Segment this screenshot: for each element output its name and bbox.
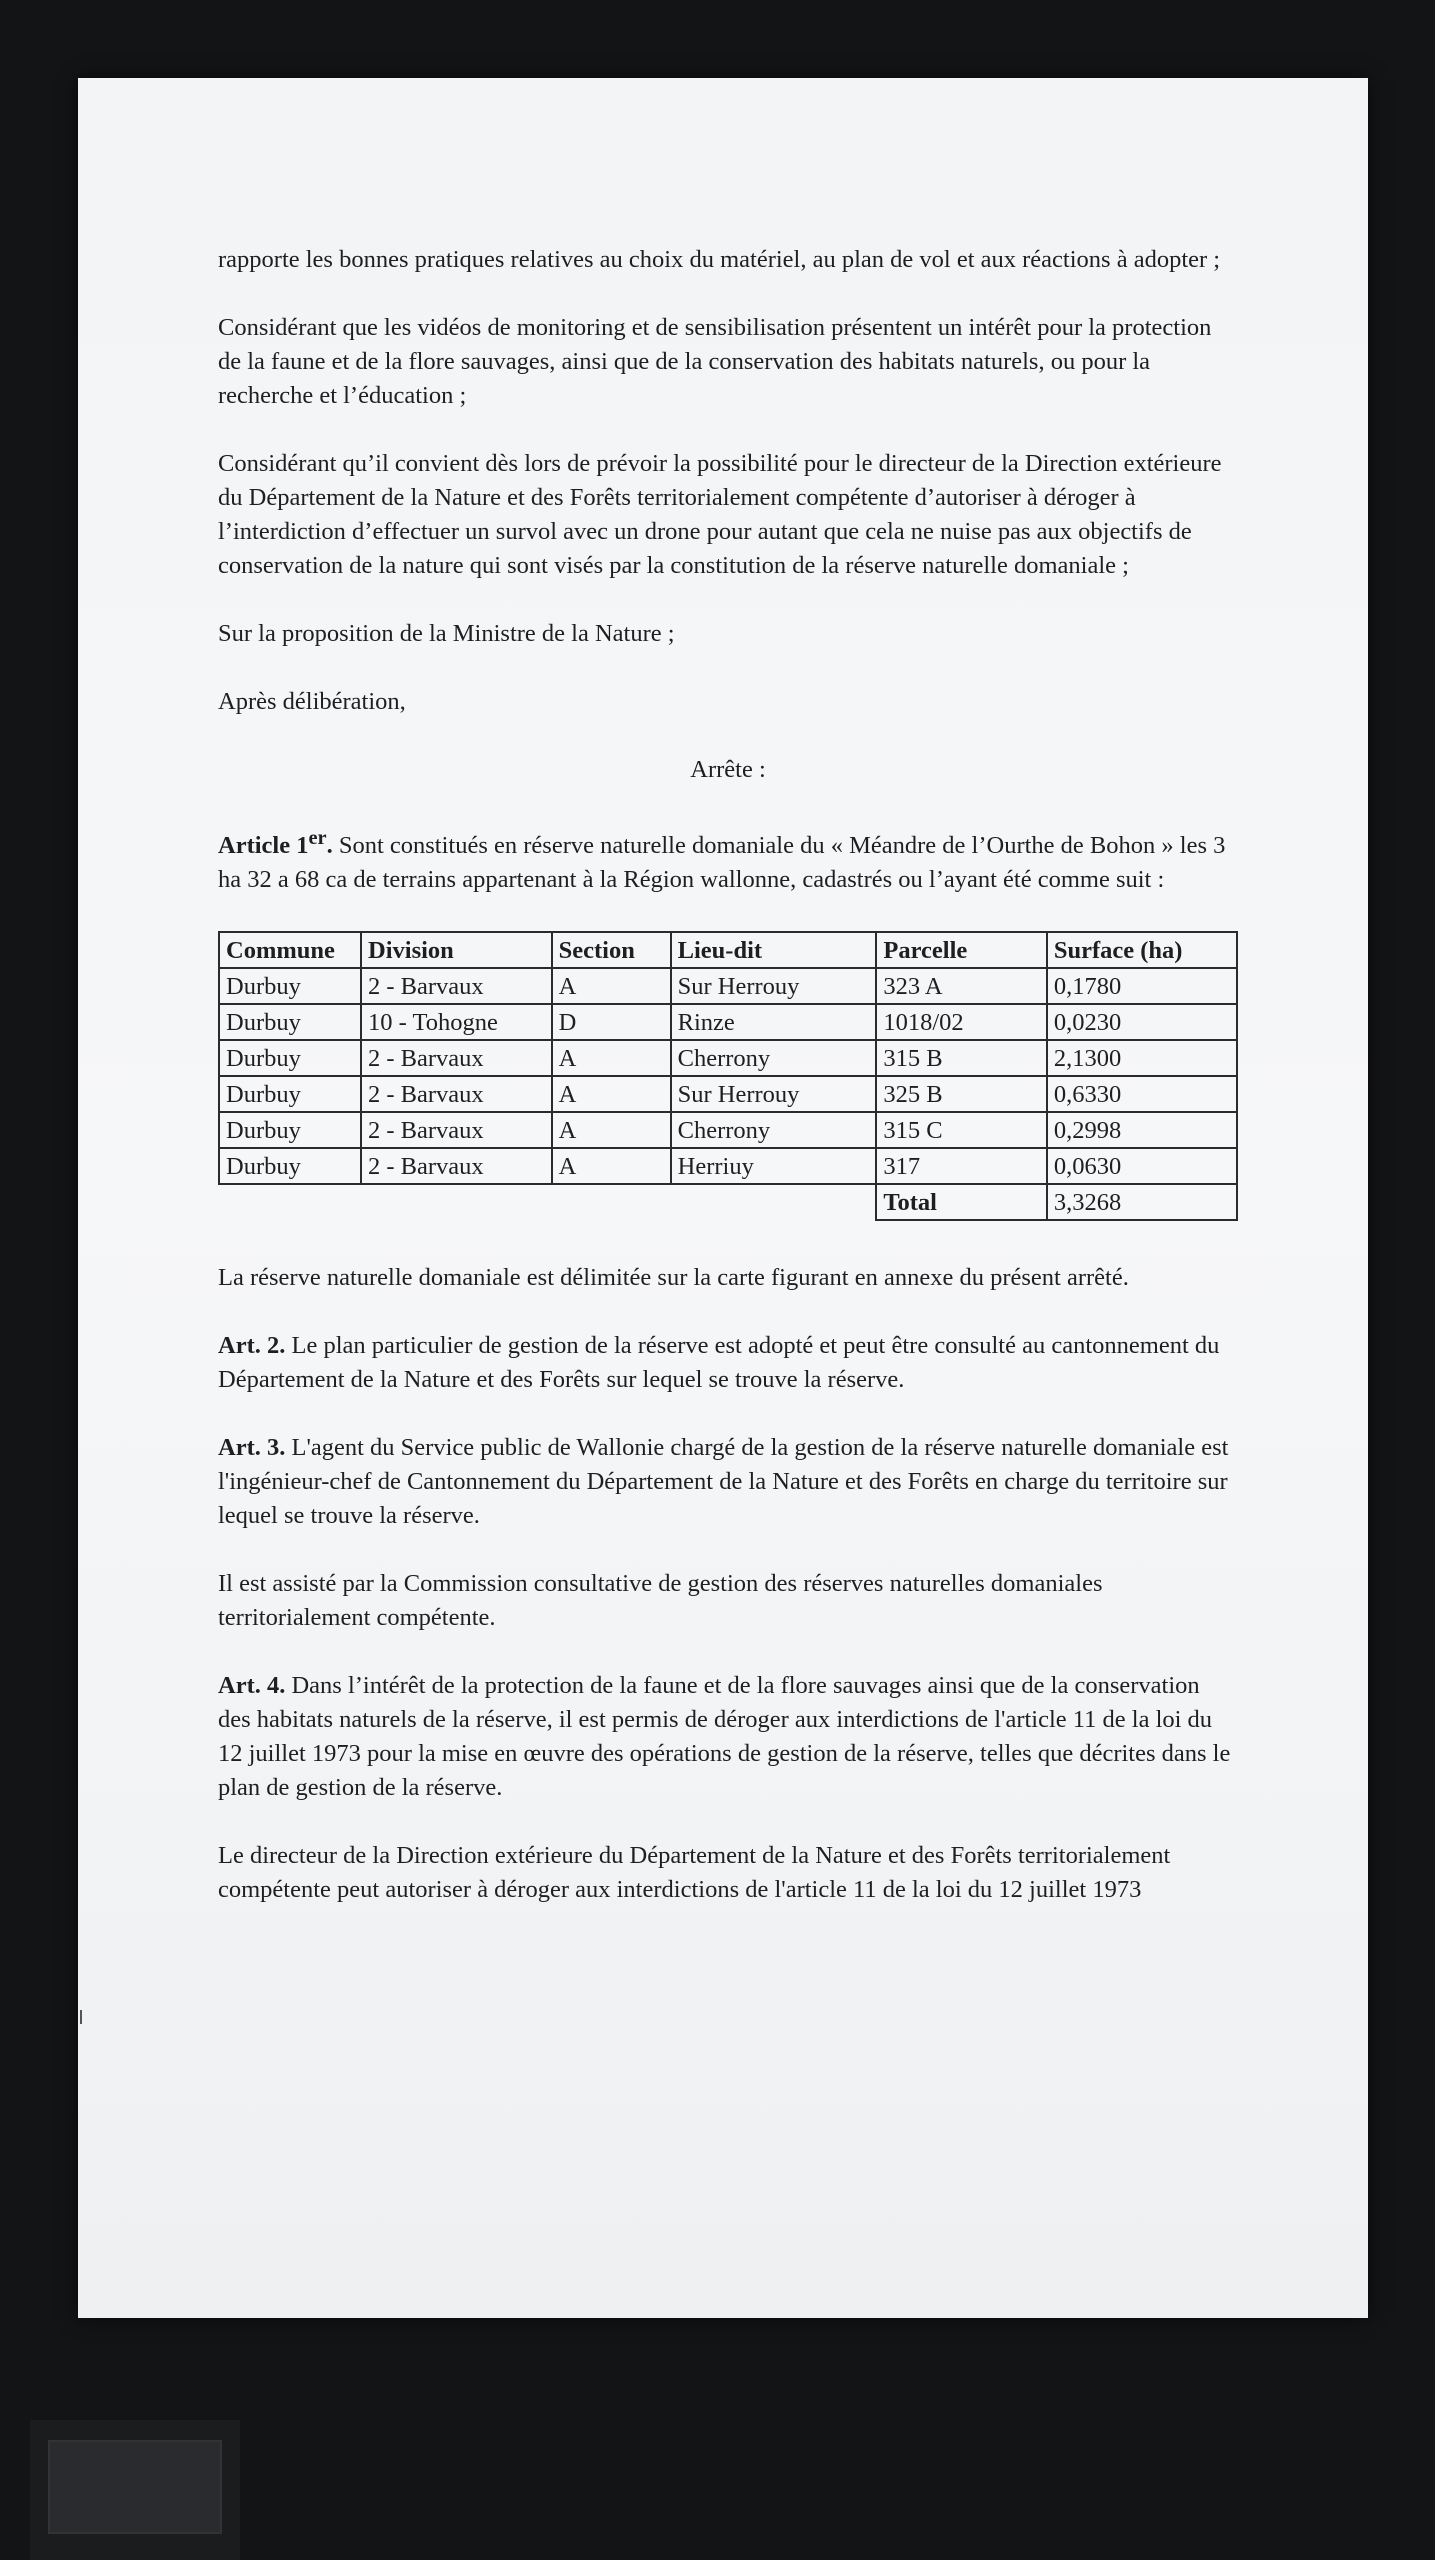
- header-commune: Commune: [219, 932, 361, 968]
- cell-section: D: [552, 1004, 671, 1040]
- total-value: 3,3268: [1047, 1184, 1237, 1220]
- article-3-text: L'agent du Service public de Wallonie chargé de la gestion de la réserve naturelle domaniale est l'ingénieur-chef de Cantonnement du Département de la Nature et des Forêts en charge du territoire sur lequel se trouve la réserve.: [218, 1434, 1229, 1530]
- arrete-heading: Arrête :: [690, 756, 766, 783]
- cell-section: A: [552, 1148, 671, 1184]
- article-3-label: Art. 3.: [218, 1434, 286, 1462]
- table-row: [219, 968, 1237, 1004]
- article-1-text: Sont constitués en réserve naturelle domaniale du « Méandre de l’Ourthe de Bohon » les 3 ha 32 a 68 ca de terrains appartenant à la Région wallonne, cadastrés ou l’ayant été comme suit :: [218, 832, 1226, 894]
- cell-division: 2 - Barvaux: [361, 1112, 552, 1148]
- table-row: [219, 1076, 1237, 1112]
- total-label: Total: [876, 1184, 1046, 1220]
- cell-division: 2 - Barvaux: [361, 1076, 552, 1112]
- cell-division: 2 - Barvaux: [361, 1040, 552, 1076]
- table-row: [219, 1148, 1237, 1184]
- paragraph-commission: Il est assisté par la Commission consultative de gestion des réserves naturelles domaniales territorialement compétente.: [218, 1570, 1103, 1632]
- cell-division: 2 - Barvaux: [361, 1148, 552, 1184]
- header-parcelle: Parcelle: [876, 932, 1046, 968]
- cell-commune: Durbuy: [219, 968, 361, 1004]
- cell-lieu-dit: Rinze: [671, 1004, 877, 1040]
- table-header-row: [219, 932, 1237, 968]
- paragraph-proposition: Sur la proposition de la Ministre de la Nature ;: [218, 620, 675, 647]
- paragraph-deliberation: Après délibération,: [218, 688, 406, 715]
- paragraph-directeur: Le directeur de la Direction extérieure du Département de la Nature et des Forêts territorialement compétente peut autoriser à déroger aux interdictions de l'article 11 de la loi du 12 juillet 1973: [218, 1842, 1171, 1904]
- cell-commune: Durbuy: [219, 1076, 361, 1112]
- table-total-row: [219, 1184, 1237, 1220]
- article-4-label: Art. 4.: [218, 1672, 286, 1700]
- cell-parcelle: 1018/02: [876, 1004, 1046, 1040]
- cell-division: 10 - Tohogne: [361, 1004, 552, 1040]
- display-screen: [78, 78, 1368, 2318]
- paragraph-carte: La réserve naturelle domaniale est délimitée sur la carte figurant en annexe du présent arrêté.: [218, 1264, 1129, 1292]
- parcels-table: [218, 931, 1238, 1221]
- table-row: [219, 1004, 1237, 1040]
- cell-commune: Durbuy: [219, 1004, 361, 1040]
- cell-surface: 0,2998: [1047, 1112, 1237, 1148]
- cell-section: A: [552, 1112, 671, 1148]
- document-page: [218, 243, 1238, 1941]
- header-section: Section: [552, 932, 671, 968]
- device-sticker: [48, 2440, 222, 2534]
- cell-surface: 2,1300: [1047, 1040, 1237, 1076]
- cell-section: A: [552, 1076, 671, 1112]
- cell-surface: 0,1780: [1047, 968, 1237, 1004]
- paragraph-drone: Considérant qu’il convient dès lors de prévoir la possibilité pour le directeur de la Direction extérieure du Département de la Nature et des Forêts territorialement compétente d’autoriser à déroger à l’interdiction d’effectuer un survol avec un drone pour autant que cela ne nuise pas aux objectifs de conservation de la nature qui sont visés par la constitution de la réserve naturelle domaniale ;: [218, 450, 1222, 579]
- cell-lieu-dit: Sur Herrouy: [671, 968, 877, 1004]
- cell-commune: Durbuy: [219, 1112, 361, 1148]
- cell-surface: 0,0230: [1047, 1004, 1237, 1040]
- cell-parcelle: 317: [876, 1148, 1046, 1184]
- header-lieu-dit: Lieu-dit: [671, 932, 877, 968]
- header-surface: Surface (ha): [1047, 932, 1237, 968]
- cell-parcelle: 325 B: [876, 1076, 1046, 1112]
- cell-commune: Durbuy: [219, 1148, 361, 1184]
- cell-commune: Durbuy: [219, 1040, 361, 1076]
- cell-parcelle: 323 A: [876, 968, 1046, 1004]
- cell-lieu-dit: Cherrony: [671, 1112, 877, 1148]
- cell-parcelle: 315 C: [876, 1112, 1046, 1148]
- article-4-text: Dans l’intérêt de la protection de la faune et de la flore sauvages ainsi que de la conservation des habitats naturels de la réserve, il est permis de déroger aux interdictions de l'article 11 de la loi du 12 juillet 1973 pour la mise en œuvre des opérations de gestion de la réserve, telles que décrites dans le plan de gestion de la réserve.: [218, 1672, 1231, 1802]
- cell-lieu-dit: Herriuy: [671, 1148, 877, 1184]
- table-row: [219, 1112, 1237, 1148]
- cell-surface: 0,0630: [1047, 1148, 1237, 1184]
- article-2-text: Le plan particulier de gestion de la réserve est adopté et peut être consulté au cantonnement du Département de la Nature et des Forêts sur lequel se trouve la réserve.: [218, 1332, 1220, 1394]
- cell-section: A: [552, 968, 671, 1004]
- paragraph-materiel: rapporte les bonnes pratiques relatives au choix du matériel, au plan de vol et aux réactions à adopter ;: [218, 246, 1221, 273]
- article-3: [218, 1431, 1238, 1533]
- cell-lieu-dit: Cherrony: [671, 1040, 877, 1076]
- cell-parcelle: 315 B: [876, 1040, 1046, 1076]
- screen-edge-mark: [80, 2010, 82, 2024]
- article-1: [218, 821, 1238, 897]
- article-4: [218, 1669, 1238, 1805]
- header-division: Division: [361, 932, 552, 968]
- article-2-label: Art. 2.: [218, 1332, 286, 1360]
- article-2: [218, 1329, 1238, 1397]
- article-1-label: Article 1er.: [218, 827, 333, 860]
- cell-section: A: [552, 1040, 671, 1076]
- table-row: [219, 1040, 1237, 1076]
- cell-lieu-dit: Sur Herrouy: [671, 1076, 877, 1112]
- cell-surface: 0,6330: [1047, 1076, 1237, 1112]
- paragraph-videos: Considérant que les vidéos de monitoring et de sensibilisation présentent un intérêt pour la protection de la faune et de la flore sauvages, ainsi que de la conservation des habitats naturels, ou pour la recherche et l’éducation ;: [218, 314, 1212, 409]
- cell-division: 2 - Barvaux: [361, 968, 552, 1004]
